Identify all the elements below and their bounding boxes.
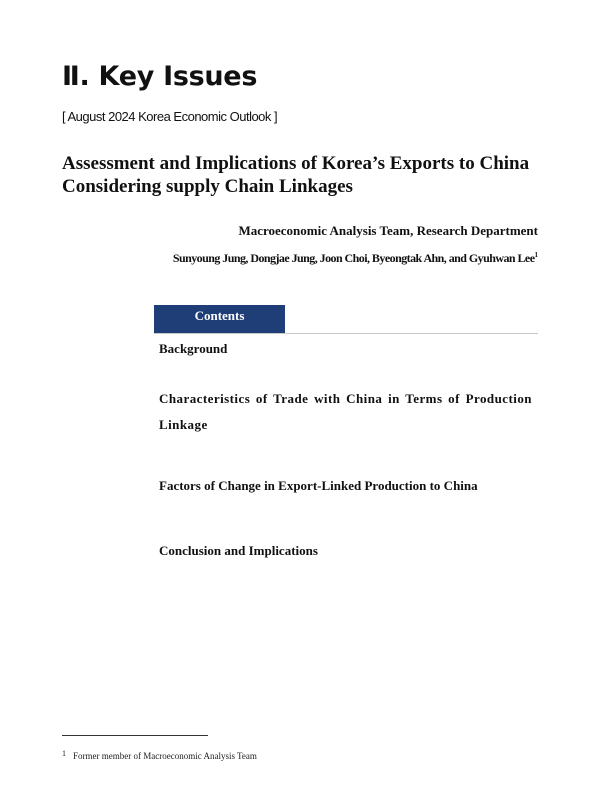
footnote bbox=[62, 747, 257, 763]
toc-item-factors-of-change[interactable]: Factors of Change in Export-Linked Production to China bbox=[159, 478, 478, 493]
author-list bbox=[173, 247, 538, 266]
footnote-text: Former member of Macroeconomic Analysis Team bbox=[73, 751, 257, 761]
footnote-mark: 1 bbox=[62, 749, 66, 758]
toc-item-background[interactable]: Background bbox=[159, 341, 228, 356]
document-title bbox=[62, 152, 562, 198]
author-footnote-mark[interactable]: 1 bbox=[534, 251, 538, 259]
contents-divider bbox=[154, 333, 538, 334]
document-title-line-1: Assessment and Implications of Korea’s Exports to China bbox=[62, 153, 530, 174]
contents-tab: Contents bbox=[154, 305, 285, 333]
team-affiliation: Macroeconomic Analysis Team, Research Department bbox=[238, 223, 538, 238]
toc-item-trade-characteristics[interactable]: Characteristics of Trade with China in Terms of Production Linkage bbox=[159, 391, 532, 432]
report-subtitle: [ August 2024 Korea Economic Outlook ] bbox=[62, 109, 278, 124]
toc-item-conclusion[interactable]: Conclusion and Implications bbox=[159, 543, 318, 558]
author-names: Sunyoung Jung, Dongjae Jung, Joon Choi, Byeongtak Ahn, and Gyuhwan Lee bbox=[172, 251, 535, 265]
footnote-divider bbox=[62, 735, 208, 736]
document-title-line-2: Considering supply Chain Linkages bbox=[62, 176, 353, 197]
section-heading: Ⅱ. Key Issues bbox=[62, 61, 258, 92]
